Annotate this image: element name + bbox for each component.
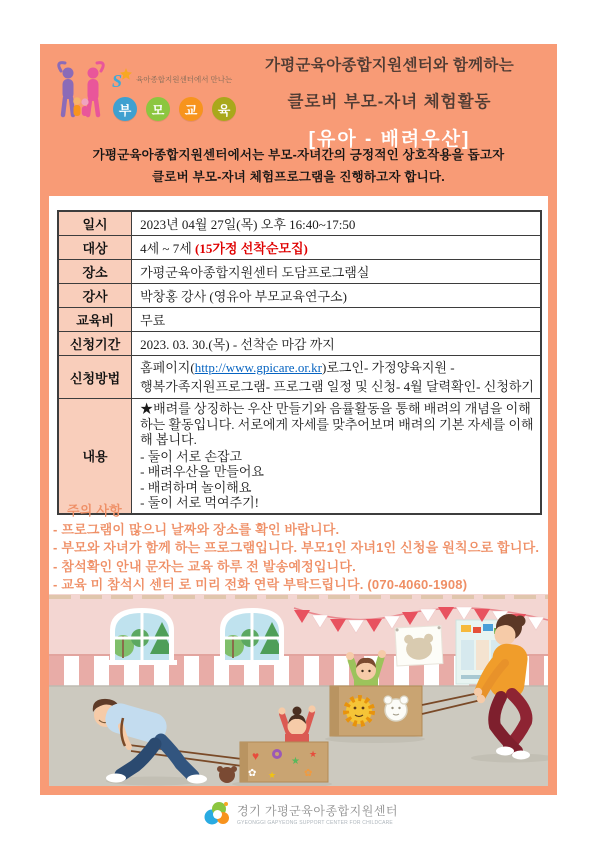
- value-datetime: 2023년 04월 27일(목) 오후 16:40~17:50: [132, 211, 541, 236]
- value-place: 가평군육아종합지원센터 도담프로그램실: [132, 260, 541, 284]
- value-instructor: 박창홍 강사 (영유아 부모교육연구소): [132, 284, 541, 308]
- program-info-table: [57, 210, 542, 515]
- circle-gyo: 교: [179, 97, 203, 121]
- content-paragraph: ★배려를 상징하는 우산 만들기와 음률활동을 통해 배려의 개념을 이해하는 활동입니다. 서로에게 자세를 맞추어보며 배려의 기본 자세를 이해해 봅니다.: [140, 401, 534, 447]
- label-target: 대상: [58, 236, 132, 260]
- footer-org-name: 경기 가평군육아종합지원센터: [236, 804, 399, 818]
- content-item: - 배려하며 놀이해요: [140, 479, 252, 495]
- content-item: - 배려우산을 만들어요: [140, 464, 264, 479]
- target-age: 4세 ~ 7세: [140, 241, 196, 256]
- salmon-frame: [40, 44, 557, 795]
- table-row: [58, 284, 541, 308]
- value-content: [132, 399, 541, 514]
- table-row: [58, 211, 541, 236]
- content-area: [49, 196, 548, 786]
- value-target: [132, 236, 541, 260]
- table-row: [58, 332, 541, 356]
- title-line-3: [유아 - 배려우산]: [308, 129, 471, 150]
- label-place: 장소: [58, 260, 132, 284]
- label-period: 신청기간: [58, 332, 132, 356]
- parent-education-logo: [53, 57, 233, 137]
- svg-text:✿: ✿: [248, 768, 257, 779]
- value-method: [132, 356, 541, 399]
- method-line-2: 행복가족지원프로그램- 프로그램 일정 및 신청- 4월 달력확인- 신청하기: [140, 379, 534, 394]
- value-period: 2023. 03. 30.(목) - 선착순 마감 까지: [132, 332, 541, 356]
- circle-yuk: 육: [212, 97, 236, 121]
- label-content: 내용: [58, 399, 132, 514]
- title-line-2: 클로버 부모-자녀 체험활동: [287, 93, 492, 111]
- poster-title: [228, 53, 551, 151]
- website-link[interactable]: http://www.gpicare.or.kr: [194, 360, 323, 375]
- label-fee: 교육비: [58, 308, 132, 332]
- intro-line-2: 클로버 부모-자녀 체험프로그램을 진행하고자 합니다.: [152, 170, 445, 184]
- center-logo-swirl-icon: [202, 799, 232, 829]
- svg-text:★: ★: [291, 756, 300, 767]
- circle-mo: 모: [146, 97, 170, 121]
- target-highlight: (15가정 선착순모집): [195, 241, 308, 256]
- label-datetime: 일시: [58, 211, 132, 236]
- notice-item: - 부모와 자녀가 함께 하는 프로그램입니다. 부모1인 자녀1인 신청을 원칙으로 합니다.: [53, 540, 540, 555]
- label-instructor: 강사: [58, 284, 132, 308]
- method-suffix: )로그인- 가정양육지원 -: [322, 360, 455, 375]
- parent-child-box-play-illustration: [49, 594, 548, 786]
- label-method: 신청방법: [58, 356, 132, 399]
- table-row: [58, 260, 541, 284]
- logo-circles: [113, 97, 236, 121]
- svg-text:★: ★: [309, 749, 318, 759]
- notice-section: [53, 502, 544, 595]
- title-line-1: 가평군육아종합지원센터와 함께하는: [265, 57, 514, 74]
- s-star-logo-icon: [111, 67, 133, 91]
- intro-text: [40, 144, 557, 188]
- logo-tagline: 육아종합지원센터에서 만나는: [136, 74, 233, 84]
- footer: [0, 799, 600, 829]
- family-figures-icon: [53, 59, 109, 135]
- bear-picture: [395, 626, 443, 666]
- table-row: [58, 236, 541, 260]
- window-icon: [107, 608, 177, 665]
- table-row: [58, 399, 541, 514]
- window-icon: [217, 608, 287, 665]
- svg-text:♥: ♥: [252, 749, 260, 763]
- footer-org-name-en: GYEONGGI GAPYEONG SUPPORT CENTER FOR CHILDCARE: [236, 820, 393, 826]
- circle-bu: 부: [113, 97, 137, 121]
- content-item: - 둘이 서로 먹여주기!: [140, 495, 259, 510]
- svg-text:S: S: [112, 71, 123, 91]
- notice-item: - 교육 미 참석시 센터 로 미리 전화 연락 부탁드립니다. (070-4060-1908): [53, 577, 468, 592]
- value-fee: 무료: [132, 308, 541, 332]
- table-row: [58, 308, 541, 332]
- svg-text:★: ★: [268, 770, 277, 780]
- notice-title: 주의 사항: [67, 503, 122, 518]
- method-prefix: 홈페이지(: [140, 360, 195, 375]
- content-item: - 둘이 서로 손잡고: [140, 448, 243, 464]
- table-row: [58, 356, 541, 399]
- svg-text:✿: ✿: [304, 768, 313, 779]
- notice-item: - 참석확인 안내 문자는 교육 하루 전 발송예정입니다.: [53, 558, 356, 574]
- intro-line-1: 가평군육아종합지원센터에서는 부모-자녀간의 긍정적인 상호작용을 돕고자: [92, 148, 505, 162]
- notice-item: - 프로그램이 많으니 날짜와 장소를 확인 바랍니다.: [53, 521, 340, 537]
